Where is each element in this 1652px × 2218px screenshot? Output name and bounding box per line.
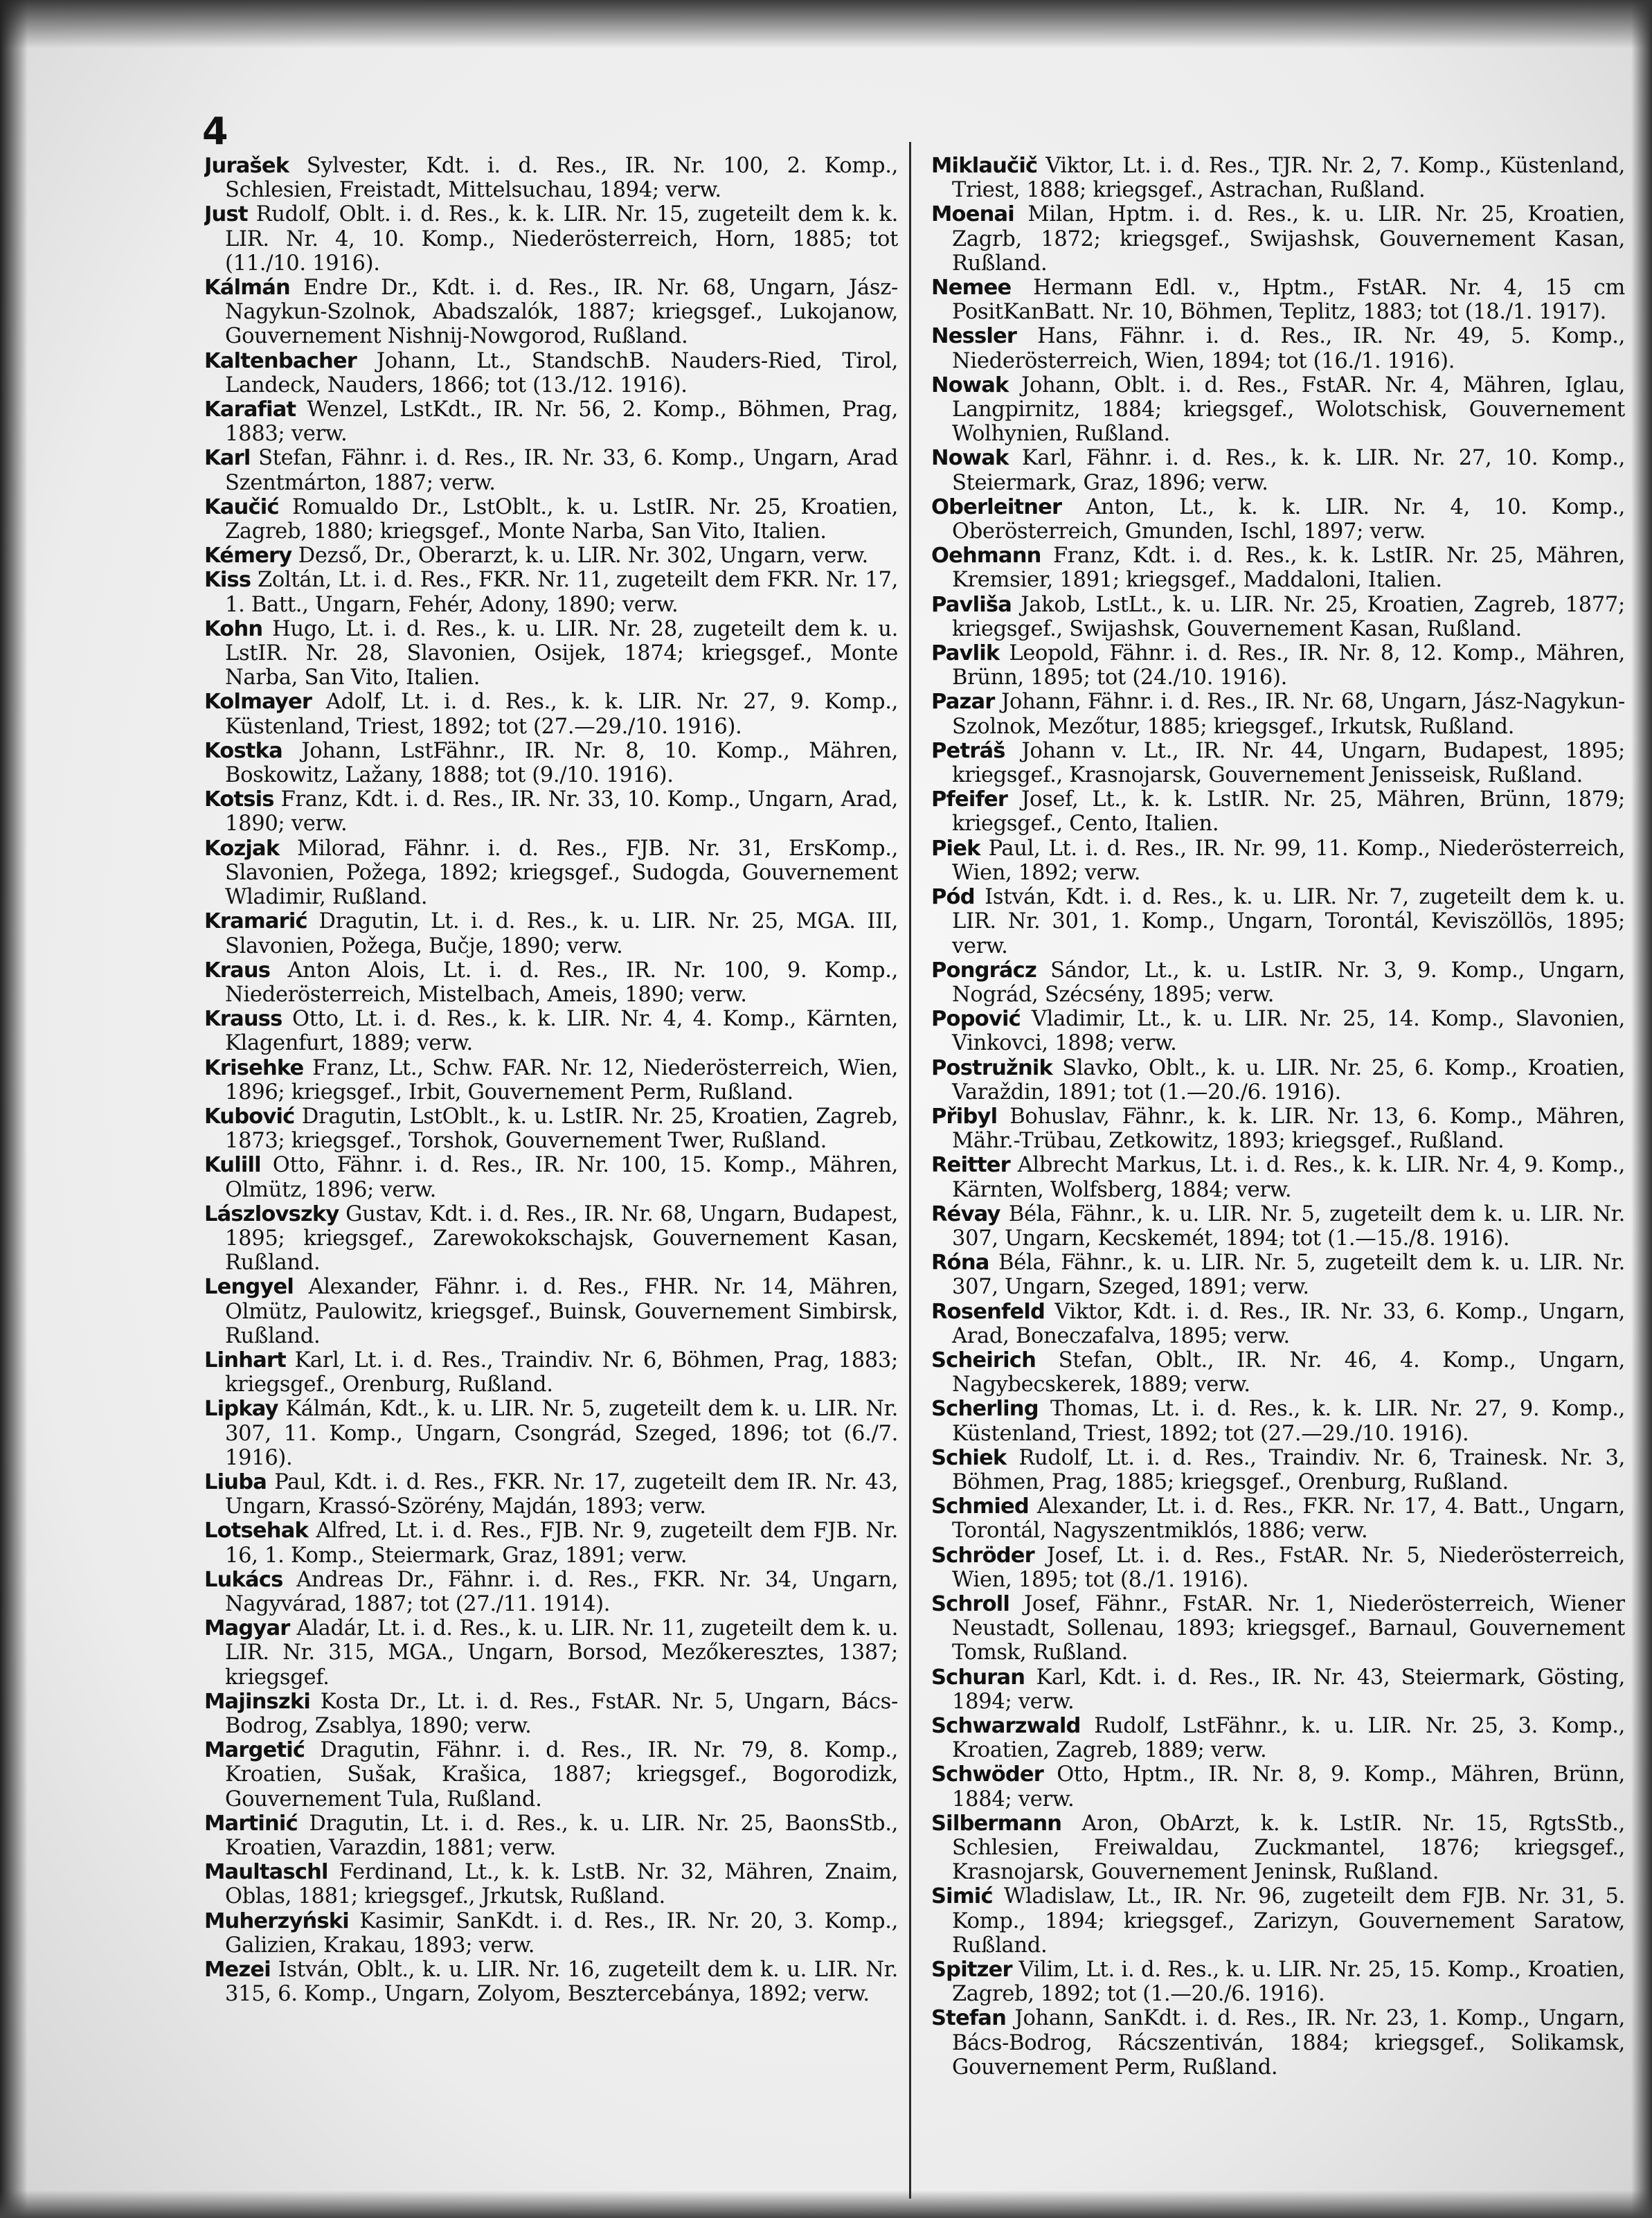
entry-surname: Maultaschl <box>204 1860 328 1885</box>
entry-details: Romualdo Dr., LstOblt., k. u. LstIR. Nr. 25, Kroatien, Zagreb, 1880; kriegsgef., Monte Narba, San Vito, Italien. <box>225 494 898 544</box>
entry-surname: Kolmayer <box>204 690 312 715</box>
entry-details: Ferdinand, Lt., k. k. LstB. Nr. 32, Mähren, Znaim, Oblas, 1881; kriegsgef., Jrkutsk, Rußland. <box>225 1860 898 1909</box>
register-entry <box>931 154 1625 202</box>
entry-surname: Pazar <box>931 690 995 715</box>
entry-surname: Just <box>204 202 248 227</box>
entry-details: Johann, LstFähnr., IR. Nr. 8, 10. Komp., Mähren, Boskowitz, Lažany, 1888; tot (9./10. 1916). <box>225 738 898 788</box>
entry-details: Josef, Lt. i. d. Res., FstAR. Nr. 5, Niederösterreich, Wien, 1895; tot (8./1. 1916). <box>952 1543 1625 1592</box>
entry-details: Stefan, Fähnr. i. d. Res., IR. Nr. 33, 6. Komp., Ungarn, Arad Szentmárton, 1887; verw. <box>225 446 898 495</box>
entry-details: Albrecht Markus, Lt. i. d. Res., k. k. LIR. Nr. 4, 9. Komp., Kärnten, Wolfsberg, 1884; verw. <box>952 1153 1625 1202</box>
entry-details: Johann, SanKdt. i. d. Res., IR. Nr. 23, 1. Komp., Ungarn, Bács-Bodrog, Rácszentiván, 1884; kriegsgef., Solikamsk, Gouvernement Perm, Rußland. <box>952 2006 1625 2080</box>
entry-details: Rudolf, Oblt. i. d. Res., k. k. LIR. Nr. 15, zugeteilt dem k. k. LIR. Nr. 4, 10. Komp., Niederösterreich, Horn, 1885; tot (11./10. 1916). <box>225 202 898 276</box>
register-entry <box>931 1251 1625 1299</box>
register-entry <box>931 1494 1625 1543</box>
register-entry <box>931 690 1625 738</box>
register-entry <box>931 1958 1625 2006</box>
register-entry <box>204 1860 898 1908</box>
register-entry <box>931 202 1625 276</box>
register-entry <box>931 885 1625 958</box>
entry-surname: Nemee <box>931 276 1012 301</box>
register-entry <box>204 1909 898 1958</box>
entry-details: Aladár, Lt. i. d. Res., k. u. LIR. Nr. 11, zugeteilt dem k. u. LIR. Nr. 315, MGA., Ungarn, Borsod, Mezőkeresztes, 1387; kriegsgef. <box>225 1616 898 1690</box>
entry-details: Béla, Fähnr., k. u. LIR. Nr. 5, zugeteilt dem k. u. LIR. Nr. 307, Ungarn, Szeged, 1891; verw. <box>952 1251 1625 1300</box>
entry-details: Hans, Fähnr. i. d. Res., IR. Nr. 49, 5. Komp., Niederösterreich, Wien, 1894; tot (16./1. 1916). <box>952 324 1625 373</box>
entry-details: Aron, ObArzt, k. k. LstIR. Nr. 15, RgtsStb., Schlesien, Freiwaldau, Zuckmantel, 1876; kriegsgef., Krasnojarsk, Gouvernement Jeninsk, Rußland. <box>952 1811 1625 1885</box>
register-entry <box>204 1202 898 1276</box>
entry-details: Otto, Fähnr. i. d. Res., IR. Nr. 100, 15. Komp., Mähren, Olmütz, 1896; verw. <box>225 1153 898 1202</box>
entry-surname: Liuba <box>204 1469 267 1494</box>
register-entry <box>204 1056 898 1104</box>
entry-details: Johann, Fähnr. i. d. Res., IR. Nr. 68, Ungarn, Jász-Nagykun-Szolnok, Mezőtur, 1885; kriegsgef., Irkutsk, Rußland. <box>952 690 1625 739</box>
right-column <box>931 154 1625 2203</box>
entry-details: Viktor, Kdt. i. d. Res., IR. Nr. 33, 6. Komp., Ungarn, Arad, Boneczafalva, 1895; verw. <box>952 1299 1625 1348</box>
register-entry <box>204 154 898 202</box>
entry-surname: Kulill <box>204 1153 261 1178</box>
scan-shadow-left <box>0 0 28 2218</box>
register-entry <box>931 1714 1625 1762</box>
entry-details: Sylvester, Kdt. i. d. Res., IR. Nr. 100, 2. Komp., Schlesien, Freistadt, Mittelsuchau, 1894; verw. <box>225 154 898 203</box>
register-entry <box>931 373 1625 447</box>
entry-surname: Kostka <box>204 738 282 763</box>
entry-details: Kosta Dr., Lt. i. d. Res., FstAR. Nr. 5, Ungarn, Bács-Bodrog, Zsablya, 1890; verw. <box>225 1689 898 1738</box>
register-entry <box>931 1665 1625 1714</box>
entry-surname: Révay <box>931 1201 1000 1226</box>
register-entry <box>931 544 1625 592</box>
register-entry <box>204 1738 898 1812</box>
entry-surname: Karl <box>204 446 251 471</box>
entry-surname: Pód <box>931 885 975 910</box>
scan-shadow-top <box>0 0 1652 48</box>
entry-surname: Nowak <box>931 373 1009 397</box>
entry-details: Slavko, Oblt., k. u. LIR. Nr. 25, 6. Komp., Kroatien, Varaždin, 1891; tot (1.—20./6. 1916). <box>952 1055 1625 1104</box>
entry-details: Rudolf, Lt. i. d. Res., Traindiv. Nr. 6, Trainesk. Nr. 3, Böhmen, Prag, 1885; kriegsgef., Orenburg, Rußland. <box>952 1445 1625 1494</box>
entry-details: Adolf, Lt. i. d. Res., k. k. LIR. Nr. 27, 9. Komp., Küstenland, Triest, 1892; tot (27.—29./10. 1916). <box>225 690 898 739</box>
entry-surname: Kraus <box>204 958 271 983</box>
entry-details: Anton, Lt., k. k. LIR. Nr. 4, 10. Komp., Oberösterreich, Gmunden, Ischl, 1897; verw. <box>952 494 1625 544</box>
entry-details: Zoltán, Lt. i. d. Res., FKR. Nr. 11, zugeteilt dem FKR. Nr. 17, 1. Batt., Ungarn, Fehér, Adony, 1890; verw. <box>225 568 898 617</box>
entry-surname: Mezei <box>204 1958 271 1983</box>
entry-surname: Lipkay <box>204 1397 278 1422</box>
register-entry <box>931 787 1625 836</box>
entry-surname: Margetić <box>204 1738 305 1763</box>
entry-surname: Róna <box>931 1251 989 1276</box>
register-entry <box>931 837 1625 885</box>
entry-surname: Linhart <box>204 1348 286 1372</box>
register-entry <box>204 495 898 544</box>
register-entry <box>931 1544 1625 1592</box>
entry-surname: Lászlovszky <box>204 1201 339 1226</box>
column-divider <box>909 142 911 2199</box>
entry-details: Otto, Hptm., IR. Nr. 8, 9. Komp., Mähren, Brünn, 1884; verw. <box>952 1762 1625 1812</box>
entry-surname: Kotsis <box>204 787 274 812</box>
register-entry <box>931 1153 1625 1201</box>
register-entry <box>204 397 898 446</box>
page-number: 4 <box>202 109 228 153</box>
register-entry <box>931 276 1625 324</box>
entry-surname: Lotsehak <box>204 1519 308 1544</box>
entry-surname: Schröder <box>931 1543 1034 1568</box>
entry-details: Franz, Kdt. i. d. Res., IR. Nr. 33, 10. Komp., Ungarn, Arad, 1890; verw. <box>225 787 898 837</box>
entry-details: Leopold, Fähnr. i. d. Res., IR. Nr. 8, 12. Komp., Mähren, Brünn, 1895; tot (24./10. 1916). <box>952 641 1625 690</box>
entry-surname: Stefan <box>931 2006 1006 2031</box>
register-entry <box>931 1056 1625 1104</box>
register-entry <box>204 787 898 836</box>
entry-details: Viktor, Lt. i. d. Res., TJR. Nr. 2, 7. Komp., Küstenland, Triest, 1888; kriegsgef., Astrachan, Rußland. <box>952 154 1625 203</box>
entry-surname: Kémery <box>204 544 292 569</box>
register-entry <box>204 202 898 276</box>
entry-surname: Schroll <box>931 1591 1010 1616</box>
register-entry <box>204 1348 898 1397</box>
entry-surname: Krisehke <box>204 1055 304 1080</box>
entry-surname: Kubović <box>204 1104 295 1129</box>
entry-details: Vilim, Lt. i. d. Res., k. u. LIR. Nr. 25, 15. Komp., Kroatien, Zagreb, 1892; tot (1.—20./6. 1916). <box>952 1958 1625 2007</box>
register-entry <box>931 593 1625 641</box>
entry-surname: Scherling <box>931 1397 1039 1422</box>
entry-surname: Oehmann <box>931 544 1041 569</box>
register-entry <box>204 544 898 568</box>
register-entry <box>204 1958 898 2006</box>
register-entry <box>931 1104 1625 1153</box>
entry-surname: Schwöder <box>931 1762 1044 1787</box>
entry-details: Paul, Kdt. i. d. Res., FKR. Nr. 17, zugeteilt dem IR. Nr. 43, Ungarn, Krassó-Szörény, Majdán, 1893; verw. <box>225 1469 898 1519</box>
entry-details: Thomas, Lt. i. d. Res., k. k. LIR. Nr. 27, 9. Komp., Küstenland, Triest, 1892; tot (27.—29./10. 1916). <box>952 1397 1625 1446</box>
entry-details: Dragutin, Fähnr. i. d. Res., IR. Nr. 79, 8. Komp., Kroatien, Sušak, Krašica, 1887; kriegsgef., Bogorodizk, Gouvernement Tula, Rußland. <box>225 1738 898 1812</box>
entry-surname: Schwarzwald <box>931 1714 1081 1738</box>
register-entry <box>204 446 898 494</box>
register-entry <box>204 909 898 958</box>
entry-details: Sándor, Lt., k. u. LstIR. Nr. 3, 9. Komp., Ungarn, Nográd, Szécsény, 1895; verw. <box>952 958 1625 1007</box>
register-entry <box>204 1275 898 1348</box>
entry-details: Johann v. Lt., IR. Nr. 44, Ungarn, Budapest, 1895; kriegsgef., Krasnojarsk, Gouvernement Jenisseisk, Rußland. <box>952 738 1625 788</box>
entry-details: István, Oblt., k. u. LIR. Nr. 16, zugeteilt dem k. u. LIR. Nr. 315, 6. Komp., Ungarn, Zolyom, Besztercebánya, 1892; verw. <box>225 1958 898 2007</box>
register-entry <box>204 1568 898 1616</box>
register-entry <box>931 1397 1625 1445</box>
entry-surname: Krauss <box>204 1007 282 1032</box>
entry-surname: Jurašek <box>204 154 289 178</box>
entry-surname: Přibyl <box>931 1104 998 1129</box>
register-entry <box>204 1812 898 1860</box>
entry-details: Milorad, Fähnr. i. d. Res., FJB. Nr. 31, ErsKomp., Slavonien, Požega, 1892; kriegsgef., Sudogda, Gouvernement Wladimir, Rußland. <box>225 836 898 910</box>
register-entry <box>204 568 898 616</box>
register-entry <box>204 739 898 787</box>
register-entry <box>931 1007 1625 1055</box>
entry-surname: Muherzyński <box>204 1908 349 1933</box>
entry-details: Hugo, Lt. i. d. Res., k. u. LIR. Nr. 28, zugeteilt dem k. u. LstIR. Nr. 28, Slavonien, Osijek, 1874; kriegsgef., Monte Narba, San Vito, Italien. <box>225 616 898 690</box>
entry-surname: Kohn <box>204 616 263 641</box>
entry-details: Alexander, Lt. i. d. Res., FKR. Nr. 17, 4. Batt., Ungarn, Torontál, Nagyszentmiklós, 1886; verw. <box>952 1494 1625 1544</box>
entry-details: Johann, Lt., StandschB. Nauders-Ried, Tirol, Landeck, Nauders, 1866; tot (13./12. 1916). <box>225 348 898 397</box>
entry-details: Otto, Lt. i. d. Res., k. k. LIR. Nr. 4, 4. Komp., Kärnten, Klagenfurt, 1889; verw. <box>225 1007 898 1056</box>
register-entry <box>204 1690 898 1738</box>
entry-surname: Nowak <box>931 446 1009 471</box>
register-entry <box>931 446 1625 494</box>
register-entry <box>204 1153 898 1201</box>
register-entry <box>931 2006 1625 2080</box>
entry-surname: Kiss <box>204 568 251 593</box>
entry-surname: Popović <box>931 1007 1021 1032</box>
entry-details: Milan, Hptm. i. d. Res., k. u. LIR. Nr. 25, Kroatien, Zagrb, 1872; kriegsgef., Swijashsk, Gouvernement Kasan, Rußland. <box>952 202 1625 276</box>
register-entry <box>204 1104 898 1153</box>
entry-details: Andreas Dr., Fähnr. i. d. Res., FKR. Nr. 34, Ungarn, Nagyvárad, 1887; tot (27./11. 1914). <box>225 1567 898 1616</box>
entry-details: Endre Dr., Kdt. i. d. Res., IR. Nr. 68, Ungarn, Jász-Nagykun-Szolnok, Abadszalók, 1887; kriegsgef., Lukojanow, Gouvernement Nishnij-Nowgorod, Rußland. <box>225 276 898 349</box>
entry-details: Wenzel, LstKdt., IR. Nr. 56, 2. Komp., Böhmen, Prag, 1883; verw. <box>225 397 898 447</box>
entry-surname: Schuran <box>931 1665 1025 1690</box>
entry-details: Jakob, LstLt., k. u. LIR. Nr. 25, Kroatien, Zagreb, 1877; kriegsgef., Swijashsk, Gouvernement Kasan, Rußland. <box>952 592 1625 641</box>
register-entry <box>204 1397 898 1470</box>
entry-details: Dragutin, Lt. i. d. Res., k. u. LIR. Nr. 25, BaonsStb., Kroatien, Varazdin, 1881; verw. <box>225 1811 898 1861</box>
entry-details: Kálmán, Kdt., k. u. LIR. Nr. 5, zugeteilt dem k. u. LIR. Nr. 307, 11. Komp., Ungarn, Csongrád, Szeged, 1896; tot (6./7. 1916). <box>225 1397 898 1470</box>
register-entry <box>204 617 898 690</box>
entry-surname: Postružnik <box>931 1055 1053 1080</box>
left-column <box>204 154 898 2203</box>
entry-surname: Rosenfeld <box>931 1299 1045 1324</box>
entry-details: Josef, Lt., k. k. LstIR. Nr. 25, Mähren, Brünn, 1879; kriegsgef., Cento, Italien. <box>952 787 1625 837</box>
entry-surname: Magyar <box>204 1616 290 1641</box>
entry-details: Karl, Fähnr. i. d. Res., k. k. LIR. Nr. 27, 10. Komp., Steiermark, Graz, 1896; verw. <box>952 446 1625 495</box>
entry-surname: Kozjak <box>204 836 280 861</box>
entry-details: Stefan, Oblt., IR. Nr. 46, 4. Komp., Ungarn, Nagybecskerek, 1889; verw. <box>952 1348 1625 1397</box>
entry-details: Josef, Fähnr., FstAR. Nr. 1, Niederösterreich, Wiener Neustadt, Sollenau, 1893; kriegsgef., Barnaul, Gouvernement Tomsk, Rußland. <box>952 1591 1625 1665</box>
entry-surname: Schiek <box>931 1445 1007 1470</box>
register-entry <box>931 739 1625 787</box>
register-entry <box>931 958 1625 1007</box>
register-entry <box>204 1007 898 1055</box>
register-entry <box>931 1592 1625 1665</box>
entry-surname: Pavliša <box>931 592 1012 617</box>
register-entry <box>931 1884 1625 1958</box>
entry-surname: Schmied <box>931 1494 1029 1519</box>
entry-surname: Kálmán <box>204 276 290 301</box>
register-entry <box>204 1616 898 1690</box>
entry-surname: Miklaučič <box>931 154 1038 178</box>
entry-details: Alexander, Fähnr. i. d. Res., FHR. Nr. 14, Mähren, Olmütz, Paulowitz, kriegsgef., Buinsk, Gouvernement Simbirsk, Rußland. <box>225 1275 898 1348</box>
entry-surname: Pongrácz <box>931 958 1036 983</box>
entry-details: Franz, Lt., Schw. FAR. Nr. 12, Niederösterreich, Wien, 1896; kriegsgef., Irbit, Gouvernement Perm, Rußland. <box>225 1055 898 1104</box>
register-entry <box>204 1519 898 1567</box>
entry-details: Dragutin, LstOblt., k. u. LstIR. Nr. 25, Kroatien, Zagreb, 1873; kriegsgef., Torshok, Gouvernement Twer, Rußland. <box>225 1104 898 1154</box>
entry-details: Karl, Kdt. i. d. Res., IR. Nr. 43, Steiermark, Gösting, 1894; verw. <box>952 1665 1625 1714</box>
scan-shadow-right <box>1631 0 1652 2218</box>
entry-surname: Oberleitner <box>931 494 1062 519</box>
entry-details: Béla, Fähnr., k. u. LIR. Nr. 5, zugeteilt dem k. u. LIR. Nr. 307, Ungarn, Kecskemét, 1894; tot (1.—15./8. 1916). <box>952 1201 1625 1251</box>
entry-surname: Scheirich <box>931 1348 1036 1372</box>
entry-details: Rudolf, LstFähnr., k. u. LIR. Nr. 25, 3. Komp., Kroatien, Zagreb, 1889; verw. <box>952 1714 1625 1763</box>
register-entry <box>931 1762 1625 1811</box>
register-entry <box>931 641 1625 690</box>
entry-details: Hermann Edl. v., Hptm., FstAR. Nr. 4, 15 cm PositKanBatt. Nr. 10, Böhmen, Teplitz, 1883; tot (18./1. 1917). <box>952 276 1625 325</box>
entry-details: Alfred, Lt. i. d. Res., FJB. Nr. 9, zugeteilt dem FJB. Nr. 16, 1. Komp., Steiermark, Graz, 1891; verw. <box>225 1519 898 1568</box>
entry-surname: Pavlik <box>931 641 1000 666</box>
entry-surname: Silbermann <box>931 1811 1062 1836</box>
entry-surname: Spitzer <box>931 1958 1012 1983</box>
register-entry <box>931 1446 1625 1494</box>
entry-details: István, Kdt. i. d. Res., k. u. LIR. Nr. 7, zugeteilt dem k. u. LIR. Nr. 301, 1. Komp., Ungarn, Torontál, Keviszöllös, 1895; verw. <box>952 885 1625 958</box>
entry-details: Bohuslav, Fähnr., k. k. LIR. Nr. 13, 6. Komp., Mähren, Mähr.-Trübau, Zetkowitz, 1893; kriegsgef., Rußland. <box>952 1104 1625 1154</box>
entry-details: Kasimir, SanKdt. i. d. Res., IR. Nr. 20, 3. Komp., Galizien, Krakau, 1893; verw. <box>225 1908 898 1958</box>
register-entry <box>204 958 898 1007</box>
entry-surname: Kramarić <box>204 909 307 934</box>
register-entry <box>931 1812 1625 1885</box>
register-entry <box>931 495 1625 544</box>
entry-details: Paul, Lt. i. d. Res., IR. Nr. 99, 11. Komp., Niederösterreich, Wien, 1892; verw. <box>952 836 1625 885</box>
entry-surname: Majinszki <box>204 1689 310 1714</box>
register-entry <box>204 349 898 397</box>
entry-surname: Pfeifer <box>931 787 1008 812</box>
entry-details: Johann, Oblt. i. d. Res., FstAR. Nr. 4, Mähren, Iglau, Langpirnitz, 1884; kriegsgef., Wolotschisk, Gouvernement Wolhynien, Rußland. <box>952 373 1625 447</box>
entry-surname: Karafiat <box>204 397 296 422</box>
register-entry <box>931 1300 1625 1348</box>
entry-details: Gustav, Kdt. i. d. Res., IR. Nr. 68, Ungarn, Budapest, 1895; kriegsgef., Zarewokokschajsk, Gouvernement Kasan, Rußland. <box>225 1201 898 1276</box>
entry-details: Dragutin, Lt. i. d. Res., k. u. LIR. Nr. 25, MGA. III, Slavonien, Požega, Bučje, 1890; verw. <box>225 909 898 958</box>
register-entry <box>931 1348 1625 1397</box>
entry-surname: Lengyel <box>204 1275 294 1300</box>
entry-surname: Petráš <box>931 738 1005 763</box>
entry-surname: Piek <box>931 836 980 861</box>
entry-details: Anton Alois, Lt. i. d. Res., IR. Nr. 100, 9. Komp., Niederösterreich, Mistelbach, Ameis, 1890; verw. <box>225 958 898 1007</box>
entry-details: Karl, Lt. i. d. Res., Traindiv. Nr. 6, Böhmen, Prag, 1883; kriegsgef., Orenburg, Rußland. <box>225 1348 898 1397</box>
entry-surname: Nessler <box>931 324 1017 349</box>
entry-surname: Moenai <box>931 202 1014 227</box>
register-entry <box>204 690 898 738</box>
register-entry <box>931 1202 1625 1251</box>
register-entry <box>204 837 898 910</box>
entry-surname: Lukács <box>204 1567 283 1592</box>
entry-surname: Martinić <box>204 1811 298 1836</box>
entry-details: Dezső, Dr., Oberarzt, k. u. LIR. Nr. 302, Ungarn, verw. <box>298 544 868 569</box>
register-entry <box>931 324 1625 373</box>
entry-details: Vladimir, Lt., k. u. LIR. Nr. 25, 14. Komp., Slavonien, Vinkovci, 1898; verw. <box>952 1007 1625 1056</box>
register-entry <box>204 1470 898 1519</box>
entry-surname: Simić <box>931 1884 993 1909</box>
register-entry <box>204 276 898 349</box>
entry-surname: Kaltenbacher <box>204 348 357 373</box>
entry-details: Wladislaw, Lt., IR. Nr. 96, zugeteilt dem FJB. Nr. 31, 5. Komp., 1894; kriegsgef., Zarizyn, Gouvernement Saratow, Rußland. <box>952 1884 1625 1958</box>
entry-details: Franz, Kdt. i. d. Res., k. k. LstIR. Nr. 25, Mähren, Kremsier, 1891; kriegsgef., Maddaloni, Italien. <box>952 544 1625 593</box>
entry-surname: Reitter <box>931 1153 1010 1178</box>
entry-surname: Kaučić <box>204 494 279 519</box>
